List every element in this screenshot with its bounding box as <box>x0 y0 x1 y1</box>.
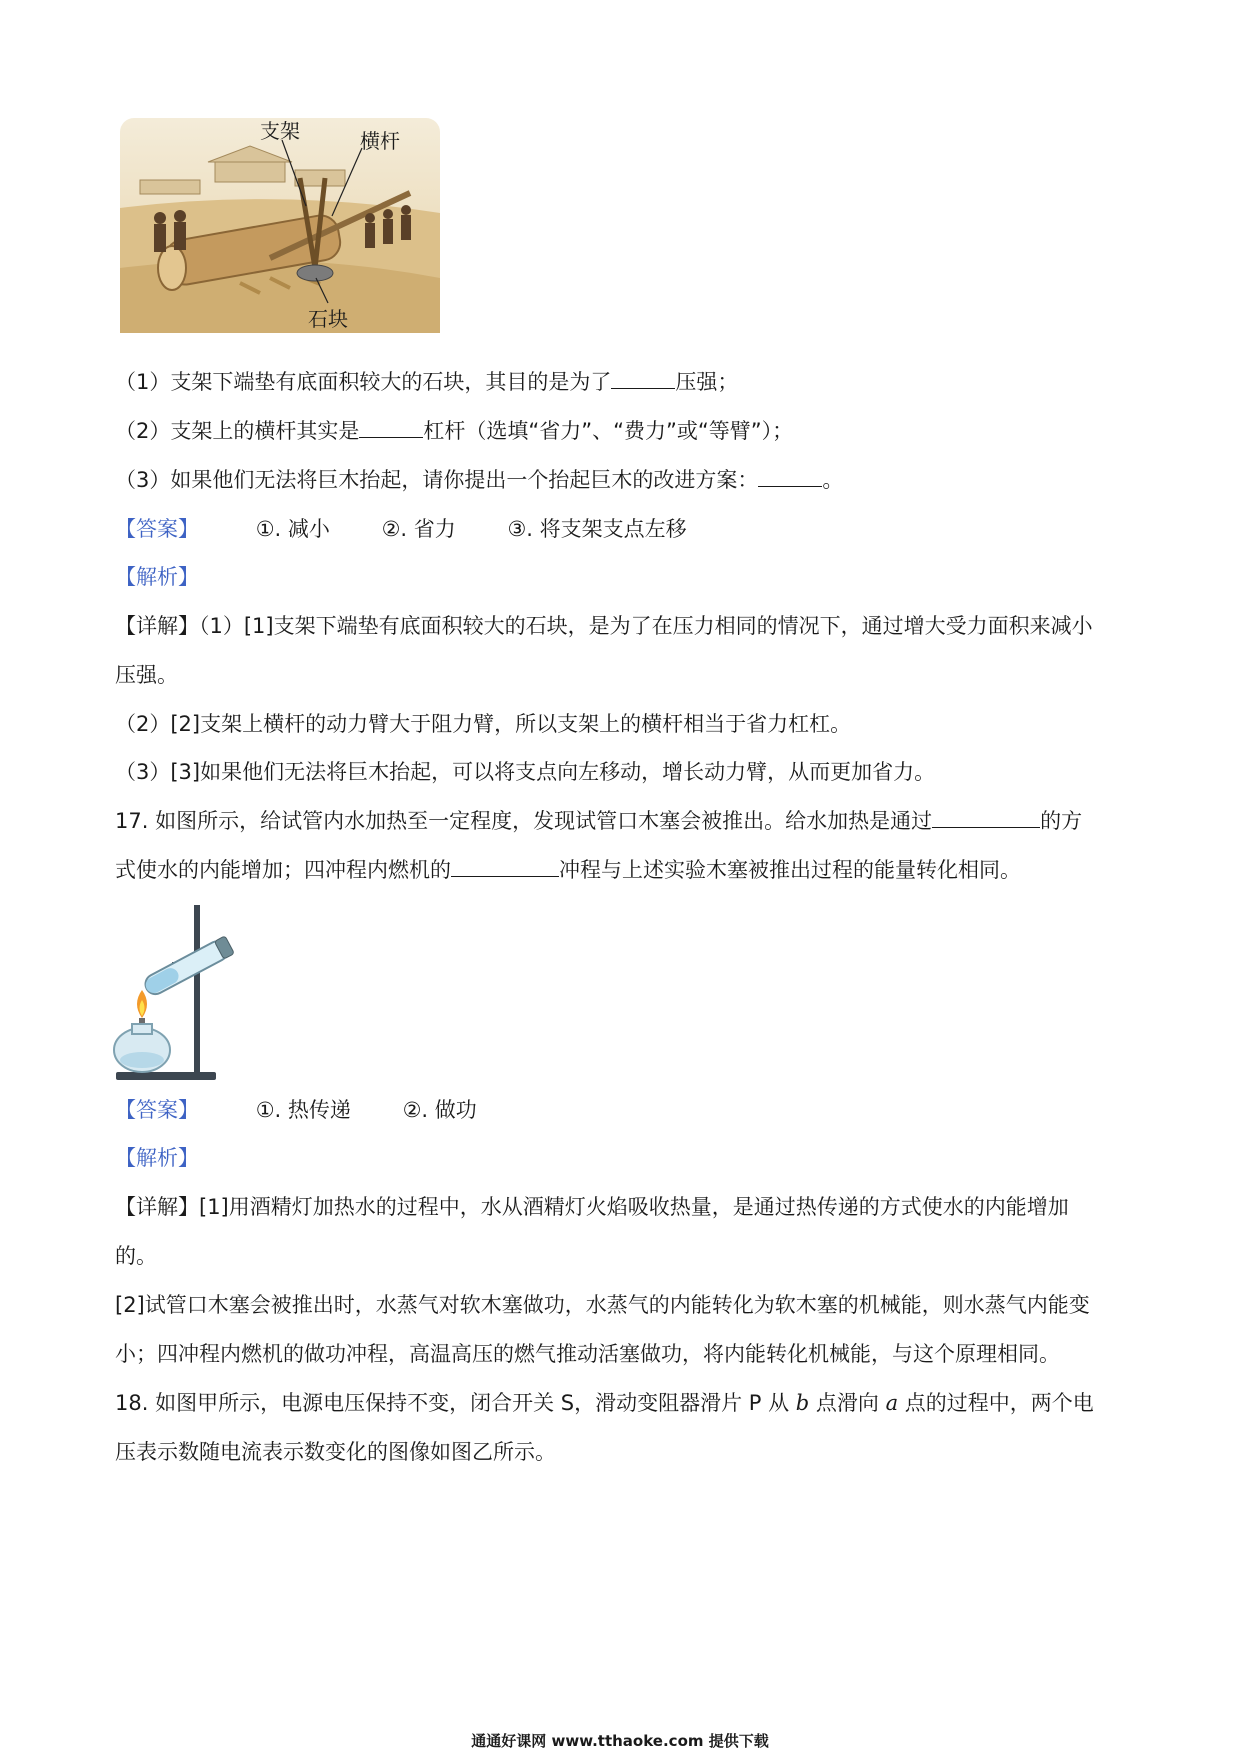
answer-blank[interactable] <box>611 370 675 389</box>
q18-text: 压表示数随电流表示数变化的图像如图乙所示。 <box>115 1440 556 1464</box>
q16-sub3 <box>115 465 843 495</box>
answer-blank[interactable] <box>932 809 1040 828</box>
q17-detail-p2 <box>115 1290 1090 1320</box>
analysis-tag: 【解析】 <box>115 1146 199 1170</box>
lever-illustration <box>120 118 440 333</box>
q16-sub1-tail: 压强； <box>675 370 739 394</box>
q16-sub3-tail: 。 <box>822 468 844 492</box>
q17-analysis <box>115 1143 199 1173</box>
variable-a: a <box>885 1391 899 1415</box>
answer-option: ①. 热传递 <box>255 1098 351 1122</box>
answer-option: ③. 将支架支点左移 <box>507 517 687 541</box>
answer-option: ②. 做功 <box>402 1098 477 1122</box>
detail-text: （1）[1]支架下端垫有底面积较大的石块，是为了在压力相同的情况下，通过增大受力面积来减小 <box>199 614 1093 638</box>
page-footer: 通通好课网 www.tthaoke.com 提供下载 <box>471 1732 769 1750</box>
q17-text: 式使水的内能增加；四冲程内燃机的 <box>115 858 451 882</box>
q16-sub1 <box>115 367 738 397</box>
q17-stem-line1 <box>115 806 1082 836</box>
detail-text: 压强。 <box>115 663 178 687</box>
q16-sub3-text: （3）如果他们无法将巨木抬起，请你提出一个抬起巨木的改进方案： <box>115 468 759 492</box>
answer-tag: 【答案】 <box>115 517 199 541</box>
q16-detail-p1-cont <box>115 660 178 690</box>
q17-text-tail: 的方 <box>1040 809 1083 833</box>
q16-sub2-tail: 杠杆（选填“省力”、“费力”或“等臂”）； <box>423 419 794 443</box>
detail-text: [1]用酒精灯加热水的过程中，水从酒精灯火焰吸收热量，是通过热传递的方式使水的内能增加 <box>199 1195 1069 1219</box>
q16-sub2-text: （2）支架上的横杆其实是 <box>115 419 360 443</box>
detail-text: [2]试管口木塞会被推出时，水蒸气对软木塞做功，水蒸气的内能转化为软木塞的机械能，则水蒸气内能变 <box>115 1293 1090 1317</box>
detail-text: （3）[3]如果他们无法将巨木抬起，可以将支点向左移动，增长动力臂，从而更加省力。 <box>115 760 936 784</box>
answer-blank[interactable] <box>359 419 423 438</box>
answer-blank[interactable] <box>451 858 559 877</box>
q18-text: 点滑向 <box>809 1391 886 1415</box>
q18-stem-line2 <box>115 1437 556 1467</box>
answer-option: ①. 减小 <box>255 517 330 541</box>
q17-detail-p1-cont <box>115 1241 157 1271</box>
answer-blank[interactable] <box>758 468 822 487</box>
detail-text: （2）[2]支架上横杆的动力臂大于阻力臂，所以支架上的横杆相当于省力杠杠。 <box>115 712 852 736</box>
stone-label: 石块 <box>308 307 348 331</box>
answer-option: ②. 省力 <box>381 517 456 541</box>
answer-tag: 【答案】 <box>115 1098 199 1122</box>
q16-analysis <box>115 562 199 592</box>
detail-tag: 【详解】 <box>115 614 199 638</box>
test-tube-apparatus <box>112 900 242 1085</box>
q16-answer <box>115 514 687 544</box>
analysis-tag: 【解析】 <box>115 565 199 589</box>
detail-text: 的。 <box>115 1244 157 1268</box>
q18-text: 18. 如图甲所示，电源电压保持不变，闭合开关 S，滑动变阻器滑片 P 从 <box>115 1391 796 1415</box>
support-label: 支架 <box>260 119 300 143</box>
detail-tag: 【详解】 <box>115 1195 199 1219</box>
q17-text-tail: 冲程与上述实验木塞被推出过程的能量转化相同。 <box>559 858 1021 882</box>
q17-answer <box>115 1095 477 1125</box>
detail-text: 小；四冲程内燃机的做功冲程，高温高压的燃气推动活塞做功，将内能转化机械能，与这个原理相同。 <box>115 1342 1060 1366</box>
beam-label: 横杆 <box>360 129 400 153</box>
q17-detail-p1 <box>115 1192 1069 1222</box>
q16-sub2 <box>115 416 793 446</box>
variable-b: b <box>795 1391 810 1415</box>
q17-text: 17. 如图所示，给试管内水加热至一定程度，发现试管口木塞会被推出。给水加热是通过 <box>115 809 933 833</box>
q17-stem-line2 <box>115 855 1021 885</box>
q16-detail-p3 <box>115 757 935 787</box>
q16-detail-p1 <box>115 611 1093 641</box>
q16-detail-p2 <box>115 709 851 739</box>
q18-stem-line1 <box>115 1388 1094 1418</box>
q16-sub1-text: （1）支架下端垫有底面积较大的石块，其目的是为了 <box>115 370 612 394</box>
q17-detail-p2-cont <box>115 1339 1060 1369</box>
q18-text: 点的过程中，两个电 <box>898 1391 1094 1415</box>
